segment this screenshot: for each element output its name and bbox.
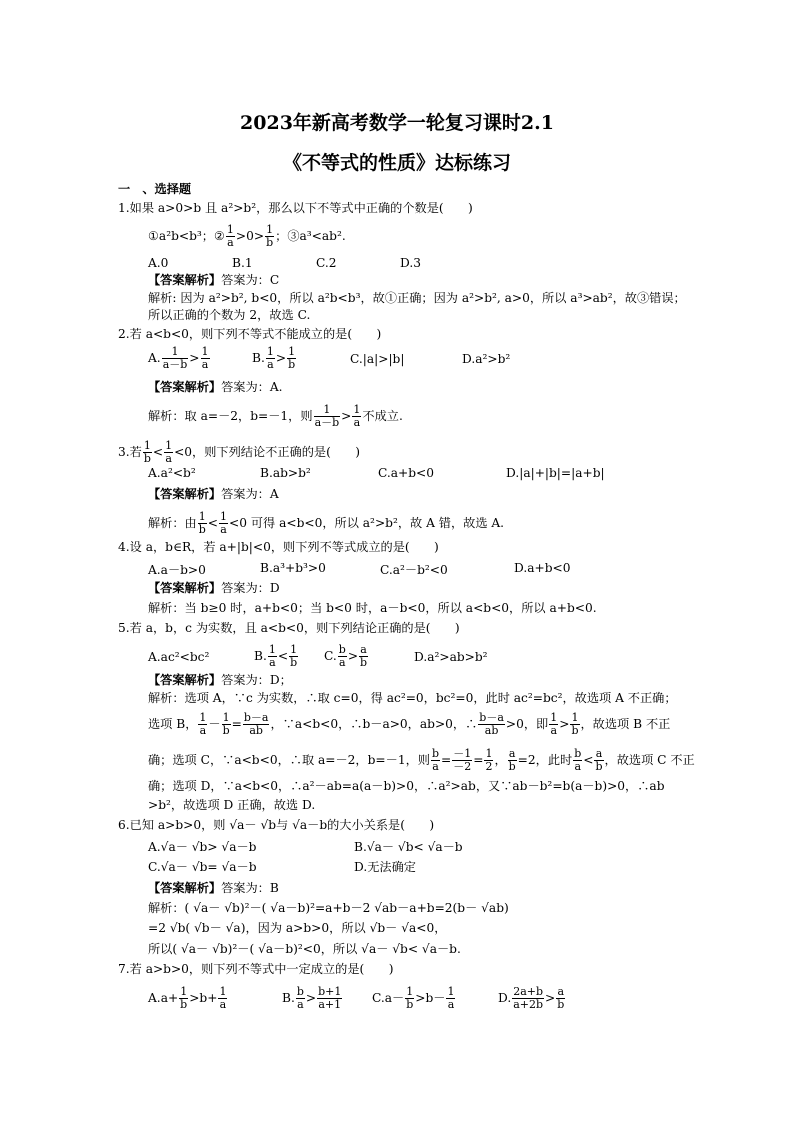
- q7-option-a: A.a+ $\frac{1}{b}$ >b+ $\frac{1}{a}$: [148, 985, 227, 1011]
- q6-option-a: A.√a－ √b> √a－b: [148, 840, 257, 854]
- q5-option-a: A.ac²<bc²: [148, 650, 210, 664]
- q1-option-c: C.2: [316, 256, 337, 270]
- q2-option-a: A. $\frac{1}{a-b}$ > $\frac{1}{a}$: [148, 345, 209, 371]
- document-subtitle: 《不等式的性质》达标练习: [282, 152, 511, 174]
- q6-answer: 【答案解析】答案为：B: [148, 881, 279, 895]
- q3-stem: 3.若 $\frac{1}{b}$ < $\frac{1}{a}$ <0，则下列结论不正确的是( ): [118, 439, 361, 465]
- q4-stem: 4.设 a，b∈R，若 a+|b|<0，则下列不等式成立的是( ): [118, 540, 439, 554]
- section-heading: 一 、选择题: [118, 182, 192, 196]
- q4-option-d: D.a+b<0: [514, 561, 571, 575]
- q6-option-b: B.√a－ √b< √a－b: [354, 840, 463, 854]
- q2-answer: 【答案解析】答案为：A.: [148, 380, 283, 394]
- q3-option-b: B.ab>b²: [260, 466, 311, 480]
- q6-stem: 6.已知 a>b>0，则 √a－ √b与 √a－b的大小关系是( ): [118, 818, 435, 832]
- q6-option-d: D.无法确定: [354, 860, 416, 874]
- fraction: $\frac{1}{b}$: [266, 223, 274, 249]
- q4-option-a: A.a－b>0: [148, 563, 206, 577]
- q7-stem: 7.若 a>b>0，则下列不等式中一定成立的是( ): [118, 962, 394, 976]
- q3-option-c: C.a+b<0: [378, 466, 435, 480]
- q1-explanation-line: 所以正确的个数为 2，故选 C.: [148, 308, 311, 322]
- q1-answer: 【答案解析】答案为：C: [148, 273, 280, 287]
- document-title: 2023年新高考数学一轮复习课时2.1: [240, 112, 554, 134]
- q5-explanation-line: 确；选项 C，∵a<b<0，∴取 a=－2，b=－1，则 $\frac{b}{a}$ = $\frac{-1}{-2}$ = $\frac{1}{2}$ ， $\frac{a}{b}$ =2，此时 $\frac{b}{a}$ < $\frac{a}{b}$ ，故选项 C 不正: [148, 747, 695, 773]
- q1-explanation-line: 解析: 因为 a²>b², b<0，所以 a²b<b³，故①正确；因为 a²>b², a>0，所以 a³>ab²，故③错误；: [148, 291, 686, 305]
- q3-option-a: A.a²<b²: [148, 466, 196, 480]
- q5-option-c: C. $\frac{b}{a}$ > $\frac{a}{b}$: [324, 643, 368, 669]
- q6-explanation-line: =2 √b( √b－ √a)，因为 a>b>0，所以 √b－ √a<0，: [148, 921, 447, 935]
- q5-explanation-line: >b²，故选项 D 正确，故选 D.: [148, 798, 316, 812]
- q1-option-a: A.0: [148, 256, 169, 270]
- q1-option-d: D.3: [400, 256, 421, 270]
- q1-option-b: B.1: [232, 256, 253, 270]
- q5-explanation-line: 解析：选项 A，∵c 为实数，∴取 c=0，得 ac²=0，bc²=0，此时 ac²=bc²，故选项 A 不正确；: [148, 691, 677, 705]
- q2-option-b: B. $\frac{1}{a}$ > $\frac{1}{b}$: [252, 345, 296, 371]
- q2-option-d: D.a²>b²: [462, 352, 511, 366]
- fraction: $\frac{1}{a}$: [226, 223, 234, 249]
- q4-option-c: C.a²－b²<0: [380, 563, 448, 577]
- q6-explanation-line: 所以( √a－ √b)²－( √a－b)²<0，所以 √a－ √b< √a－b.: [148, 942, 461, 956]
- q5-answer: 【答案解析】答案为：D；: [148, 673, 292, 687]
- q5-stem: 5.若 a，b，c 为实数，且 a<b<0，则下列结论正确的是( ): [118, 621, 460, 635]
- q6-option-c: C.√a－ √b= √a－b: [148, 860, 257, 874]
- q5-option-b: B. $\frac{1}{a}$ < $\frac{1}{b}$: [254, 643, 298, 669]
- q7-option-d: D. $\frac{2a+b}{a+2b}$ > $\frac{a}{b}$: [498, 985, 565, 1011]
- q6-explanation-line: 解析：( √a－ √b)²－( √a－b)²=a+b－2 √ab－a+b=2(b－ √ab): [148, 901, 509, 915]
- q2-stem: 2.若 a<b<0，则下列不等式不能成立的是( ): [118, 327, 382, 341]
- q1-items: ①a²b<b³；② $\frac{1}{a}$ >0> $\frac{1}{b}$ ；③a³<ab².: [148, 223, 346, 249]
- q4-option-b: B.a³+b³>0: [260, 561, 326, 575]
- q7-option-c: C.a－ $\frac{1}{b}$ >b－ $\frac{1}{a}$: [372, 985, 455, 1011]
- q5-explanation-line: 选项 B， $\frac{1}{a}$ － $\frac{1}{b}$ = $\frac{b-a}{ab}$ ，∵a<b<0，∴b－a>0，ab>0，∴ $\frac{b-a}{ab}$ >0，即 $\frac{1}{a}$ > $\frac{1}{b}$ ，故选项 B 不正: [148, 711, 671, 737]
- q2-option-c: C.|a|>|b|: [350, 352, 405, 366]
- q2-explanation: 解析：取 a=－2，b=－1，则 $\frac{1}{a-b}$ > $\frac{1}{a}$ 不成立.: [148, 403, 403, 429]
- q4-explanation: 解析：当 b≥0 时，a+b<0；当 b<0 时，a－b<0，所以 a<b<0，所以 a+b<0.: [148, 601, 597, 615]
- q1-stem: 1.如果 a>0>b 且 a²>b²，那么以下不等式中正确的个数是( ): [118, 201, 473, 215]
- q3-answer: 【答案解析】答案为：A: [148, 487, 279, 501]
- q3-explanation: 解析：由 $\frac{1}{b}$ < $\frac{1}{a}$ <0 可得 a<b<0，所以 a²>b²，故 A 错，故选 A.: [148, 510, 505, 536]
- q7-option-b: B. $\frac{b}{a}$ > $\frac{b+1}{a+1}$: [282, 985, 342, 1011]
- q4-answer: 【答案解析】答案为：D: [148, 581, 280, 595]
- q3-option-d: D.|a|+|b|=|a+b|: [506, 466, 605, 480]
- q5-explanation-line: 确；选项 D，∵a<b<0，∴a²－ab=a(a－b)>0，∴a²>ab，又∵ab－b²=b(a－b)>0，∴ab: [148, 779, 665, 793]
- q5-option-d: D.a²>ab>b²: [414, 650, 488, 664]
